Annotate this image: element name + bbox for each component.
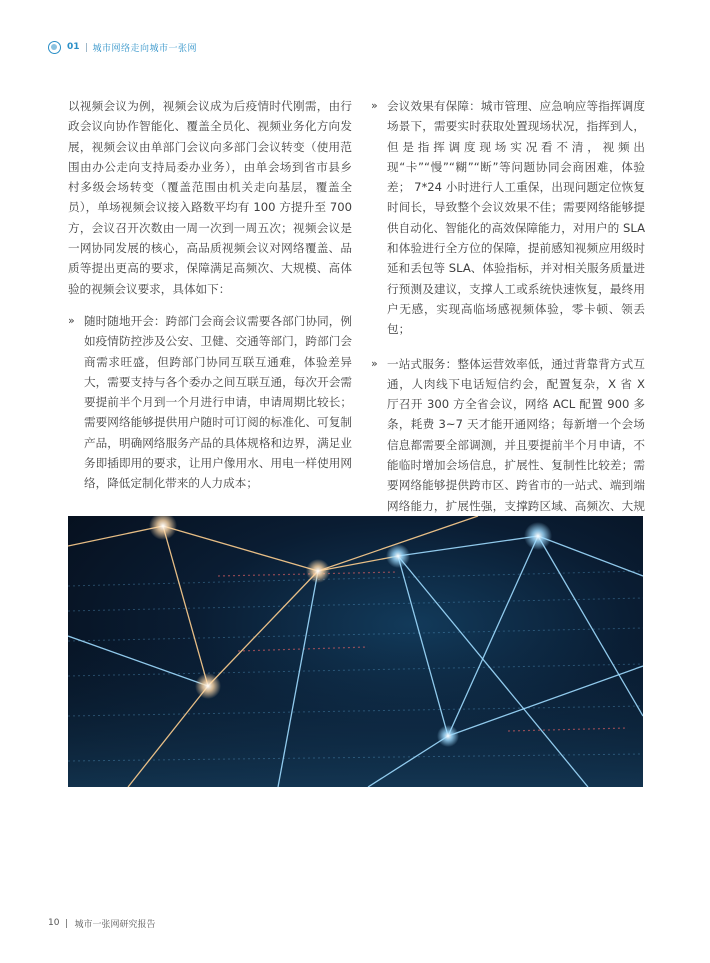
intro-paragraph: 以视频会议为例，视频会议成为后疫情时代刚需，由行政会议向协作智能化、覆盖全员化、视频业务化方向发展，视频会议由单部门会议向多部门会议转变（使用范围由办公走向支持局委办业务），由单会场到省市县乡村多级会场转变（覆盖范围由机关走向基层，覆盖全员），单场视频会议接入路数平均有 100 方提升至 700 方，会议召开次数由一周一次到一周五次；视频会议是一网协同发展的核心，高品质视频会议对网络覆盖、品质等提出更高的要求，保障满足高频次、大规模、高体验的视频会议要求，具体如下： [68, 99, 352, 296]
bullet-marker-icon: » [371, 99, 378, 112]
left-column [68, 96, 352, 494]
bullet-marker-icon: » [371, 356, 378, 370]
header-divider [86, 43, 87, 52]
page-number: 10 [48, 918, 60, 928]
footer-divider [66, 919, 67, 928]
bullet-text: 随时随地开会：跨部门会商会议需要各部门协同，例如疫情防控涉及公安、卫健、交通等部门，跨部门会商需求旺盛，但跨部门协同互联互通难，体验差异大，需要支持与各个委办之间互联互通，每次开会需要提前半个月到一个月进行申请，申请周期比较长；需要网络能够提供用户随时可订阅的标准化、可复制产品，明确网络服务产品的具体规格和边界，满足业务即插即用的要求，让用户像用水、用电一样使用网络，降低定制化带来的人力成本； [84, 313, 352, 491]
page-footer [48, 917, 155, 929]
bullet-meeting-guarantee [371, 96, 645, 340]
bullet-marker-icon: » [68, 313, 75, 327]
report-title: 城市一张网研究报告 [74, 919, 156, 930]
chapter-number: 01 [67, 42, 80, 52]
bullet-anytime-meeting [68, 311, 352, 494]
chapter-title: 城市网络走向城市一张网 [92, 43, 198, 54]
bullet-one-stop-service [371, 354, 645, 537]
bullet-text: 会议效果有保障：城市管理、应急响应等指挥调度场景下，需要实时获取处置现场状况，指挥到人，但是指挥调度现场实况看不清，视频出现“卡”“慢”“糊”“断”等问题协同会商困难，体验差； 7*24 小时进行人工重保，出现问题定位恢复时间长，导致整个会议效果不佳；需要网络能够提供自动化、智能化的高效保障能力，对用户的 SLA 和体验进行全方位的保障，提前感知视频应用级时延和丢包等 SLA、体验指标，并对相关服务质量进行预测及建议，支撑人工或系统快速恢复，最终用户无感，实现高临场感视频体验，零卡顿、领丢包； [387, 99, 645, 337]
network-illustration [68, 516, 643, 787]
globe-logo-icon [48, 41, 61, 54]
bullet-text: 一站式服务：整体运营效率低，通过背靠背方式互通，人肉线下电话短信约会，配置复杂，X 省 X 厅召开 300 方全省会议，网络 ACL 配置 900 多条，耗费 3~7 天才能开通网络；每新增一个会场信息都需要全部调测，并且要提前半个月申请，不能临时增加会场信息，扩展性、复制性比较差；需要网络能够提供跨市区、跨省市的一站式、端到端网络能力，扩展性强，支撑跨区域、高频次、大规 [387, 356, 645, 513]
page-header [48, 40, 197, 54]
right-column [371, 96, 645, 536]
